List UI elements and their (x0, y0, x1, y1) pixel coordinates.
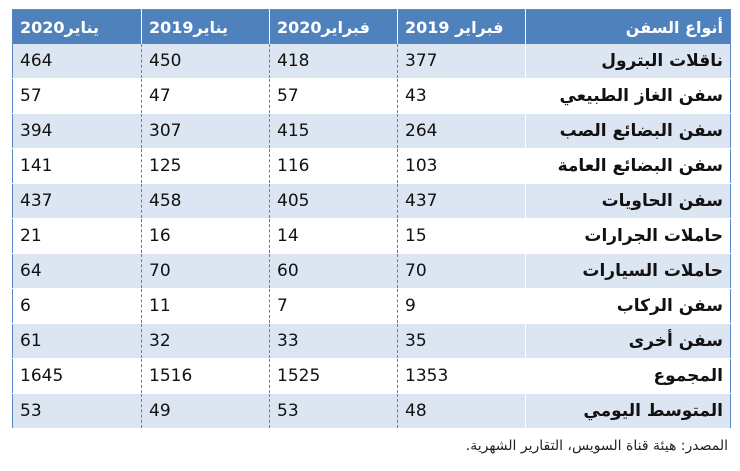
value-cell: 418 (270, 44, 398, 79)
value-cell: 32 (142, 324, 270, 359)
header-row (13, 10, 731, 45)
value-cell: 6 (13, 289, 142, 324)
value-cell: 450 (142, 44, 270, 79)
ship-type-cell: سفن الركاب (526, 289, 731, 324)
table-header (13, 10, 731, 45)
value-cell: 70 (142, 254, 270, 289)
value-cell: 53 (13, 394, 142, 429)
table-row (13, 114, 731, 149)
value-cell: 264 (398, 114, 526, 149)
value-cell: 35 (398, 324, 526, 359)
value-cell: 43 (398, 79, 526, 114)
header-jan-2019: يناير2019 (142, 10, 270, 45)
value-cell: 70 (398, 254, 526, 289)
value-cell: 53 (270, 394, 398, 429)
value-cell: 415 (270, 114, 398, 149)
ship-traffic-table-container (12, 9, 730, 429)
value-cell: 1525 (270, 359, 398, 394)
value-cell: 116 (270, 149, 398, 184)
ship-type-cell: حاملات الجرارات (526, 219, 731, 254)
value-cell: 394 (13, 114, 142, 149)
value-cell: 57 (13, 79, 142, 114)
value-cell: 125 (142, 149, 270, 184)
table-row (13, 289, 731, 324)
value-cell: 307 (142, 114, 270, 149)
source-note: المصدر: هيئة قناة السويس، التقارير الشهرية. (465, 438, 728, 454)
value-cell: 48 (398, 394, 526, 429)
ship-type-cell: سفن الغاز الطبيعي (526, 79, 731, 114)
value-cell: 57 (270, 79, 398, 114)
table-row (13, 44, 731, 79)
ship-type-cell: ناقلات البترول (526, 44, 731, 79)
ship-type-cell: المجموع (526, 359, 731, 394)
ship-type-cell: سفن البضائع العامة (526, 149, 731, 184)
value-cell: 1353 (398, 359, 526, 394)
value-cell: 464 (13, 44, 142, 79)
value-cell: 15 (398, 219, 526, 254)
value-cell: 437 (398, 184, 526, 219)
value-cell: 7 (270, 289, 398, 324)
value-cell: 437 (13, 184, 142, 219)
value-cell: 141 (13, 149, 142, 184)
value-cell: 16 (142, 219, 270, 254)
table-row (13, 324, 731, 359)
value-cell: 61 (13, 324, 142, 359)
value-cell: 14 (270, 219, 398, 254)
ship-type-cell: حاملات السيارات (526, 254, 731, 289)
table-row (13, 394, 731, 429)
table-row (13, 149, 731, 184)
value-cell: 405 (270, 184, 398, 219)
value-cell: 377 (398, 44, 526, 79)
value-cell: 458 (142, 184, 270, 219)
ship-type-cell: سفن أخرى (526, 324, 731, 359)
header-jan-2020: يناير2020 (13, 10, 142, 45)
table-row (13, 184, 731, 219)
ship-traffic-table (12, 9, 731, 429)
value-cell: 103 (398, 149, 526, 184)
table-body (13, 44, 731, 429)
header-feb-2019: فبراير 2019 (398, 10, 526, 45)
value-cell: 47 (142, 79, 270, 114)
value-cell: 1645 (13, 359, 142, 394)
table-row (13, 359, 731, 394)
ship-type-cell: المتوسط اليومي (526, 394, 731, 429)
value-cell: 9 (398, 289, 526, 324)
ship-type-cell: سفن الحاويات (526, 184, 731, 219)
value-cell: 49 (142, 394, 270, 429)
table-row (13, 79, 731, 114)
value-cell: 21 (13, 219, 142, 254)
value-cell: 1516 (142, 359, 270, 394)
table-row (13, 254, 731, 289)
value-cell: 33 (270, 324, 398, 359)
header-ship-types: أنواع السفن (526, 10, 731, 45)
value-cell: 60 (270, 254, 398, 289)
value-cell: 64 (13, 254, 142, 289)
ship-type-cell: سفن البضائع الصب (526, 114, 731, 149)
table-row (13, 219, 731, 254)
value-cell: 11 (142, 289, 270, 324)
header-feb-2020: فبراير2020 (270, 10, 398, 45)
